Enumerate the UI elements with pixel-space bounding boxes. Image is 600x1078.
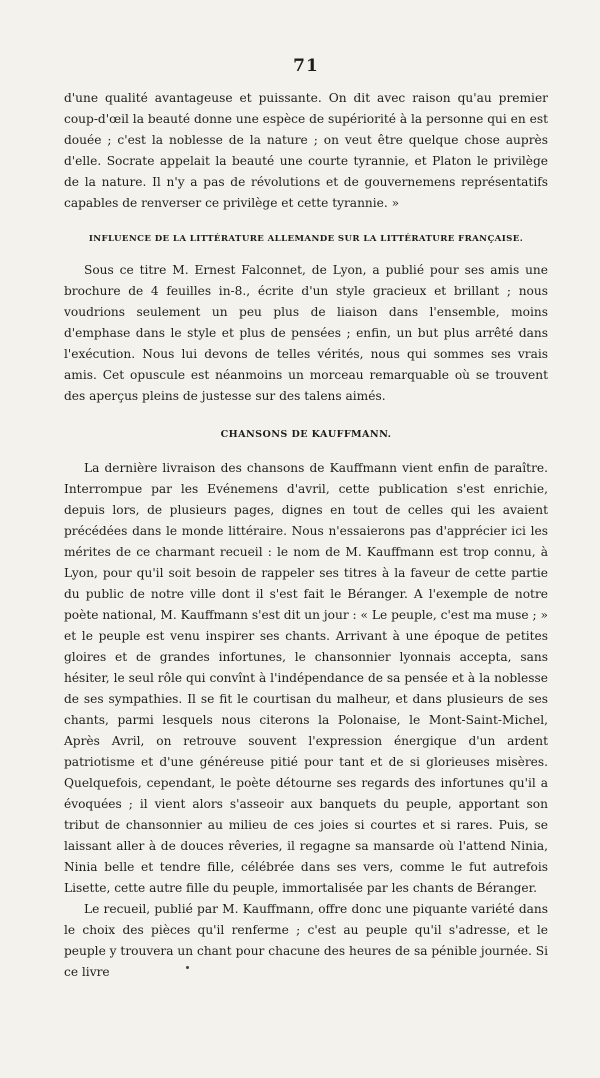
chansons-paragraph-2: Le recueil, publié par M. Kauffmann, offre donc une piquante variété dans le choix des pièces qu'il renferme ; c'est au peuple qu'il s'adresse, et le peuple y trouvera un chant pour chacune des heures de sa pénible journée. Si ce livre — [64, 902, 548, 979]
chansons-paragraph-1: La dernière livraison des chansons de Kauffmann vient enfin de paraître. Interrompue par les Evénemens d'avril, cette publication s'est enrichie, depuis lors, de plusieurs pages, dignes en tout de celles qui les avaient précédées dans le monde littéraire. Nous n'essaierons pas d'apprécier ici les mérites de ce charmant recueil : le nom de M. Kauffmann est trop connu, à Lyon, pour qu'il soit besoin de rappeler ses titres à la faveur de cette partie du public de notre ville dont il s'est fait le Béranger. A l'exemple de notre poète national, M. Kauffmann s'est dit un jour : « Le peuple, c'est ma muse ; » et le peuple est venu inspirer ses chants. Arrivant à une époque de petites gloires et de grandes infortunes, le chansonnier lyonnais accepta, sans hésiter, le seul rôle qui convînt à l'indépendance de sa pensée et à la noblesse de ses sympathies. Il se fit le courtisan du malheur, et dans plusieurs de ses chants, parmi lesquels nous citerons la Polonaise, le Mont-Saint-Michel, Après Avril, on retrouve souvent l'expression énergique d'un ardent patriotisme et d'une généreuse pitié pour tant et de si glorieuses misères. Quelquefois, cependant, le poète détourne ses regards des infortunes qu'il a évoquées ; il vient alors s'asseoir aux banquets du peuple, apportant son tribut de chansonnier au milieu de ces joies si courtes et si rares. Puis, se laissant aller à de douces rêveries, il regagne sa mansarde où l'attend Ninia, Ninia belle et tendre fille, célébrée dans ses vers, comme le fut autrefois Lisette, cette autre fille du peuple, immortalisée par les chants de Béranger. — [64, 461, 548, 895]
book-page — [64, 56, 548, 983]
ink-speck — [186, 966, 189, 969]
page-number: 71 — [293, 56, 319, 76]
section-heading-chansons: CHANSONS DE KAUFFMANN. — [220, 429, 392, 440]
influence-paragraph: Sous ce titre M. Ernest Falconnet, de Lyon, a publié pour ses amis une brochure de 4 feuilles in-8., écrite d'un style gracieux et brillant ; nous voudrions seulement un peu plus de liaison dans l'ensemble, moins d'emphase dans le style et plus de pensées ; enfin, un but plus arrêté dans l'exécution. Nous lui devons de telles vérités, nous qui sommes ses vrais amis. Cet opuscule est néanmoins un morceau remarquable où se trouvent des aperçus pleins de justesse sur des talens aimés. — [64, 263, 548, 403]
section-heading-influence: INFLUENCE DE LA LITTÉRATURE ALLEMANDE SUR LA LITTÉRATURE FRANÇAISE. — [88, 234, 524, 244]
intro-paragraph: d'une qualité avantageuse et puissante. On dit avec raison qu'au premier coup-d'œil la beauté donne une espèce de supériorité à la personne qui en est douée ; c'est la noblesse de la nature ; on veut être quelque chose auprès d'elle. Socrate appelait la beauté une courte tyrannie, et Platon le privilège de la nature. Il n'y a pas de révolutions et de gouvernemens représentatifs capables de renverser ce privilège et cette tyrannie. » — [64, 91, 548, 210]
